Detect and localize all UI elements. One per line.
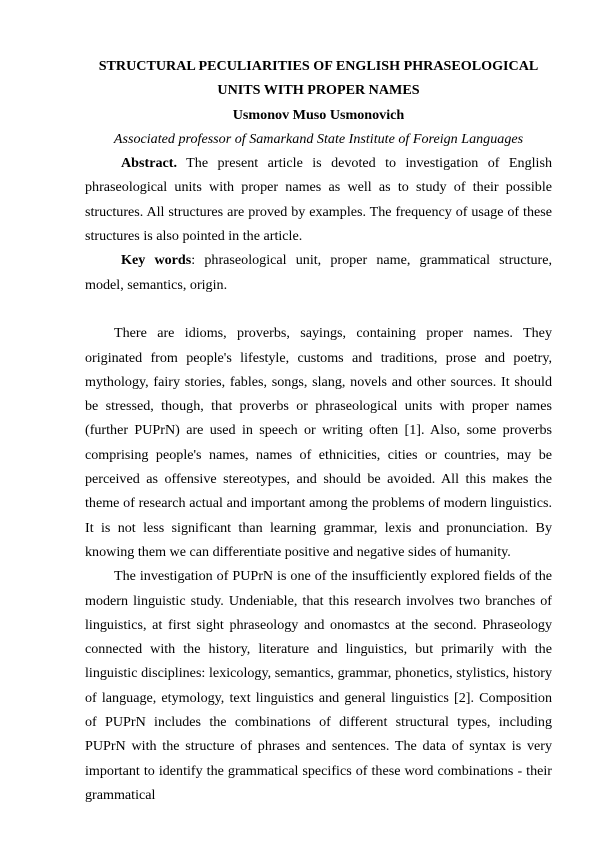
section-spacer [85,297,552,321]
author-name: Usmonov Muso Usmonovich [232,106,405,123]
article-title [85,54,552,103]
body-paragraph-2: The investigation of PUPrN is one of the insufficiently explored fields of the modern linguistic study. Undeniable, that this research involves two branches of linguistics, at first sight phraseology and onomastcs at the second. Phraseology connected with the history, literature and linguistics, but primarily with the linguistic disciplines: lexicology, semantics, grammar, phonetics, stylistics, history of language, etymology, text linguistics and general linguistics [2]. Composition of PUPrN includes the combinations of different structural types, including PUPrN with the structure of phrases and sentences. The data of syntax is very important to identify the grammatical specifics of these word combinations - their grammatical [85,568,552,803]
article-title-line-1: STRUCTURAL PECULIARITIES OF ENGLISH PHRASEOLOGICAL [98,58,539,74]
keywords-label: Key words [121,252,192,269]
article-content [85,54,552,807]
abstract-paragraph [85,151,552,248]
article-title-line-2: UNITS WITH PROPER NAMES [217,82,420,99]
body-paragraph-1: There are idioms, proverbs, sayings, containing proper names. They originated from people's lifestyle, customs and traditions, prose and poetry, mythology, fairy stories, fables, songs, slang, novels and other sources. It should be stressed, though, that proverbs or phraseological units with proper names (further PUPrN) are used in speech or writing often [1]. Also, some proverbs comprising people's names, names of ethnicities, cities or countries, may be perceived as offensive stereotypes, and should be avoided. All this makes the theme of research actual and important among the problems of modern linguistics. It is not less significant than learning grammar, lexis and pronunciation. By knowing them we can differentiate positive and negative sides of humanity. [85,325,552,560]
abstract-text: The present article is devoted to investigation of English phraseological units with proper names as well as to study of their possible structures. All structures are proved by examples. The frequency of usage of these structures is also pointed in the article. [85,155,552,245]
abstract-label: Abstract. [121,155,177,172]
keywords-text: : phraseological unit, proper name, grammatical structure, model, semantics, origin. [85,252,553,293]
keywords-paragraph [85,248,552,297]
author-affiliation: Associated professor of Samarkand State Institute of Foreign Languages [113,130,524,147]
